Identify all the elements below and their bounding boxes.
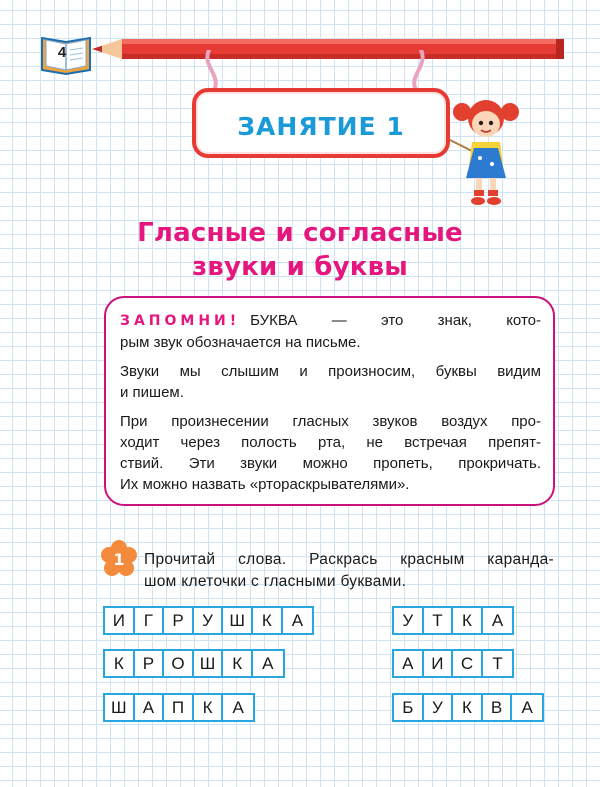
letter-cell[interactable]: А bbox=[394, 651, 424, 676]
topic-title-line-2: звуки и буквы bbox=[191, 252, 408, 282]
page-number: 4 bbox=[57, 44, 67, 61]
remember-box bbox=[104, 296, 555, 506]
task-number-flower-icon bbox=[100, 540, 138, 578]
letter-cell[interactable]: К bbox=[453, 608, 483, 633]
letter-cell[interactable]: А bbox=[135, 695, 165, 720]
letter-cell[interactable]: К bbox=[223, 651, 253, 676]
remember-p1-line1: БУКВА — это знак, кото- bbox=[250, 312, 541, 329]
letter-cell[interactable]: К bbox=[453, 695, 483, 720]
task-line-2: шом клеточки с гласными буквами. bbox=[144, 573, 407, 590]
letter-cell[interactable]: Б bbox=[394, 695, 424, 720]
letter-cell[interactable]: А bbox=[491, 610, 504, 630]
topic-title-line-1: Гласные и согласные bbox=[137, 218, 463, 248]
remember-p3-line4: Их можно назвать «рторaскрывателями». bbox=[120, 476, 410, 493]
remember-label: ЗАПОМНИ! bbox=[120, 313, 241, 329]
letter-cell[interactable]: П bbox=[164, 695, 194, 720]
letter-cell[interactable]: Т bbox=[424, 608, 454, 633]
letter-cell[interactable]: У bbox=[194, 608, 224, 633]
letter-cell[interactable]: А bbox=[232, 697, 244, 717]
word-cells-4 bbox=[392, 649, 514, 678]
remember-p1-line2: рым звук обозначается на письме. bbox=[120, 334, 361, 351]
letter-cell[interactable]: К bbox=[253, 608, 283, 633]
letter-cell[interactable]: Ш bbox=[223, 608, 253, 633]
letter-cell[interactable]: С bbox=[453, 651, 483, 676]
lesson-sign bbox=[192, 88, 450, 158]
letter-cell[interactable]: К bbox=[105, 651, 135, 676]
letter-cell[interactable]: И bbox=[424, 651, 454, 676]
word-cells-6 bbox=[392, 693, 544, 722]
remember-p2-line2: и пишем. bbox=[120, 384, 184, 401]
letter-cell[interactable]: А bbox=[521, 697, 533, 717]
letter-cell[interactable]: У bbox=[424, 695, 454, 720]
letter-cell[interactable]: Ш bbox=[194, 651, 224, 676]
task-line-1: Прочитай слова. Раскрась красным каранда- bbox=[144, 551, 554, 568]
girl-with-pointer-icon bbox=[448, 86, 524, 210]
letter-cell[interactable]: Р bbox=[164, 608, 194, 633]
remember-p2-line1: Звуки мы слышим и произносим, буквы видим bbox=[120, 363, 541, 380]
letter-cell[interactable]: А bbox=[291, 610, 304, 630]
letter-cell[interactable]: Ш bbox=[105, 695, 135, 720]
letter-cell[interactable]: Т bbox=[492, 653, 503, 673]
letter-cell[interactable]: И bbox=[105, 608, 135, 633]
letter-cell[interactable]: У bbox=[394, 608, 424, 633]
letter-cell[interactable]: Р bbox=[135, 651, 165, 676]
remember-p3-line3: ствий. Эти звуки можно пропеть, прокричать. bbox=[120, 455, 541, 472]
letter-cell[interactable]: Г bbox=[135, 608, 165, 633]
letter-cell[interactable]: О bbox=[164, 651, 194, 676]
remember-p3-line2: ходит через полость рта, не встречая препят- bbox=[120, 434, 541, 451]
letter-cell[interactable]: А bbox=[262, 653, 274, 673]
letter-cell[interactable]: К bbox=[194, 695, 224, 720]
lesson-title: ЗАНЯТИЕ 1 bbox=[237, 112, 405, 141]
task-instruction bbox=[144, 549, 554, 593]
word-cells-1 bbox=[103, 606, 314, 635]
word-cells-2 bbox=[392, 606, 514, 635]
letter-cell[interactable]: В bbox=[483, 695, 513, 720]
remember-p3-line1: При произнесении гласных звуков воздух про- bbox=[120, 413, 541, 430]
task-number: 1 bbox=[113, 550, 125, 569]
word-cells-3 bbox=[103, 649, 285, 678]
remember-line-1 bbox=[120, 310, 541, 332]
word-cells-5 bbox=[103, 693, 255, 722]
